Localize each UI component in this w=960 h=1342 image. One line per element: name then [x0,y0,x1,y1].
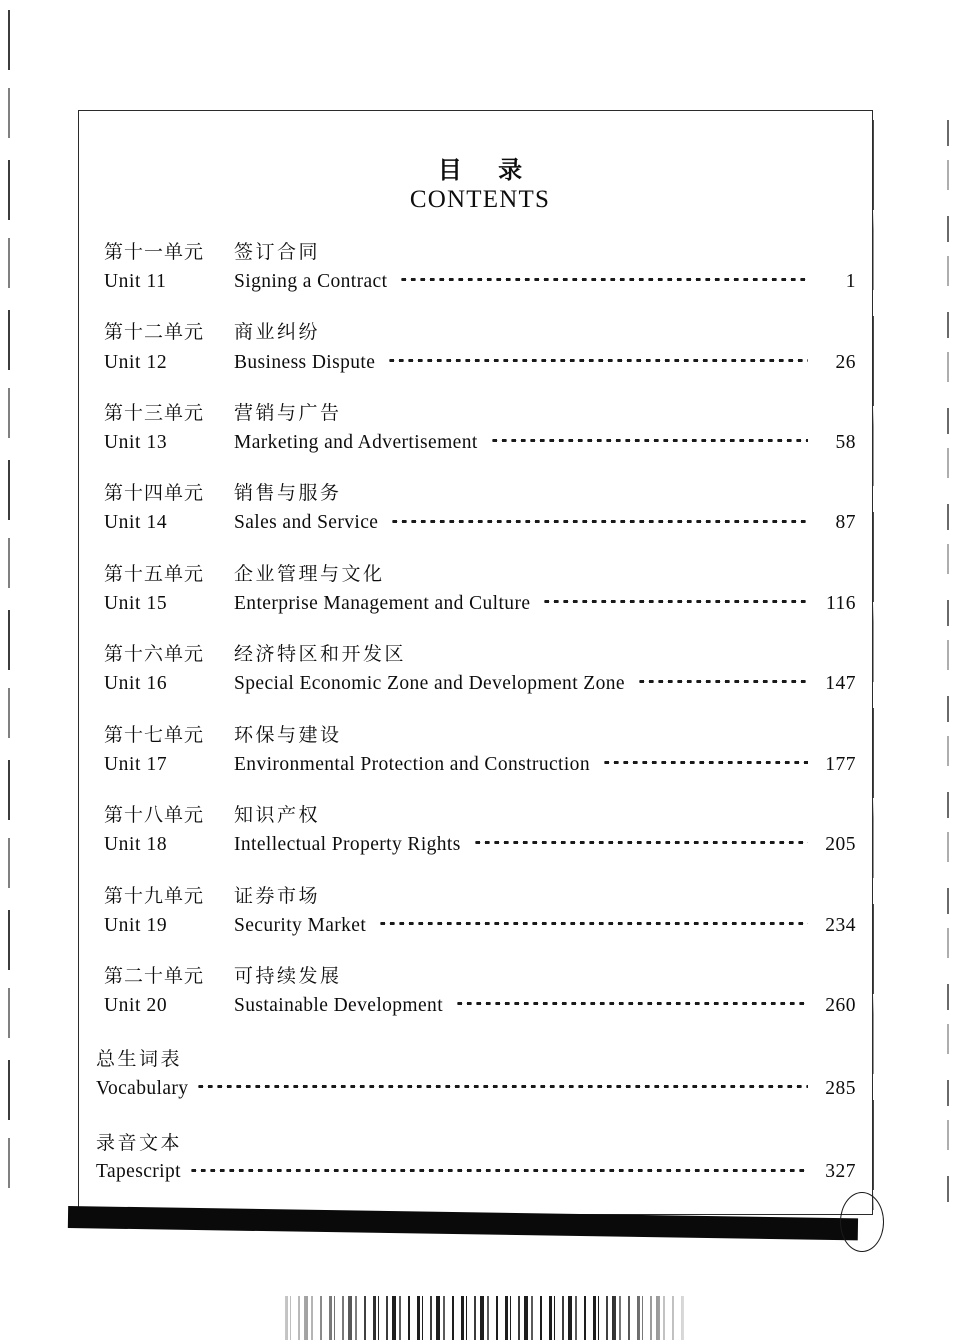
toc-entry-unit-english: Unit 14 [104,512,168,534]
toc-entry-english-row [104,589,856,617]
toc-entry-title-chinese: 知识产权 [234,804,321,827]
table-of-contents-list [96,240,856,1211]
toc-entry-english-row [104,268,856,296]
scan-artifact-barcode [285,1296,685,1340]
toc-entry-english-row [104,348,856,376]
toc-entry[interactable] [104,320,856,375]
toc-entry-title-english: Business Dispute [234,351,376,373]
toc-entry-chinese-row [104,481,856,507]
toc-entry-page-number: 26 [835,351,856,373]
toc-entry-chinese-row [104,401,856,427]
toc-entry-page-number: 234 [825,914,856,936]
toc-entry-title-english: Special Economic Zone and Development Zone [234,673,625,695]
toc-entry-page-number: 58 [835,432,856,454]
toc-entry-unit-english: Unit 12 [104,351,168,373]
toc-entry-english-row [104,429,856,457]
scan-artifact-right-rule [947,120,949,1210]
toc-entry-chinese-row [104,642,856,668]
leader-dots [399,268,808,288]
toc-entry-english-row [104,992,856,1020]
toc-entry-unit-english: Unit 18 [104,834,168,856]
leader-dots [189,1158,808,1178]
toc-entry-title-english: Intellectual Property Rights [234,834,461,856]
toc-entry-unit-english: Unit 15 [104,592,168,614]
toc-entry-title-english: Marketing and Advertisement [234,432,478,454]
toc-entry-chinese-row [104,240,856,266]
toc-entry[interactable] [104,401,856,456]
toc-entry-unit-english: Unit 19 [104,914,168,936]
toc-section-entry[interactable] [96,1128,856,1184]
toc-entry-title-english: Signing a Contract [234,271,388,293]
toc-entry-title-chinese: 商业纠纷 [234,321,321,344]
toc-entry-title-chinese: 经济特区和开发区 [234,643,407,666]
toc-entry-title-english: Environmental Protection and Construction [234,753,590,775]
toc-entry-title-chinese: 签订合同 [234,241,321,263]
toc-entry-unit-english: Unit 17 [104,753,168,775]
toc-section-english-row [96,1158,856,1184]
toc-entry-unit-chinese: 第十五单元 [104,562,205,585]
toc-entry-page-number: 147 [825,673,856,695]
toc-section-title-chinese: 录音文本 [96,1131,183,1154]
toc-entry-chinese-row [104,964,856,990]
toc-entry-unit-chinese: 第十九单元 [104,884,205,907]
toc-entry-title-english: Sustainable Development [234,995,444,1017]
toc-entry-title-english: Enterprise Management and Culture [234,592,531,614]
toc-entry-english-row [104,670,856,698]
toc-entry-unit-chinese: 第十二单元 [104,321,205,344]
toc-entry[interactable] [104,803,856,858]
toc-section-title-english: Tapescript [96,1161,181,1183]
toc-entry-title-english: Security Market [234,914,367,936]
toc-entry[interactable] [104,481,856,536]
toc-entry-english-row [104,509,856,537]
toc-entry-unit-chinese: 第十六单元 [104,643,205,666]
toc-section-page-number: 327 [825,1161,856,1183]
toc-entry-chinese-row [104,320,856,346]
toc-entry-page-number: 87 [835,512,856,534]
toc-section-page-number: 285 [825,1077,856,1099]
toc-entry-unit-chinese: 第十七单元 [104,723,205,746]
leader-dots [473,831,808,851]
toc-entry-title-chinese: 营销与广告 [234,401,342,424]
toc-entry-unit-chinese: 第二十单元 [104,964,205,987]
toc-entry-unit-english: Unit 16 [104,673,168,695]
toc-entry-unit-english: Unit 20 [104,995,168,1017]
toc-entry[interactable] [104,884,856,939]
toc-entry-title-chinese: 销售与服务 [234,482,342,505]
toc-entry-unit-english: Unit 11 [104,271,167,293]
toc-section-english-row [96,1074,856,1100]
page-title-chinese: 目 录 [437,156,537,184]
toc-entry-page-number: 116 [825,592,856,614]
leader-dots [637,670,808,690]
toc-entry[interactable] [104,642,856,697]
toc-entry[interactable] [104,562,856,617]
leader-dots [378,911,808,931]
toc-entry-unit-chinese: 第十四单元 [104,482,205,505]
toc-section-title-english: Vocabulary [96,1077,189,1099]
toc-entry-english-row [104,750,856,778]
toc-entry-unit-english: Unit 13 [104,432,168,454]
toc-section-entry[interactable] [96,1044,856,1100]
toc-entry-chinese-row [104,562,856,588]
leader-dots [542,589,808,609]
leader-dots [390,509,808,529]
toc-entry-unit-chinese: 第十三单元 [104,401,205,424]
page-title-english: CONTENTS [409,186,551,213]
leader-dots [196,1074,808,1094]
leader-dots [490,429,808,449]
toc-entry[interactable] [104,964,856,1019]
toc-section-title-chinese: 总生词表 [96,1048,183,1071]
toc-entry-page-number: 260 [825,995,856,1017]
toc-entry-page-number: 205 [825,834,856,856]
toc-entry-chinese-row [104,723,856,749]
leader-dots [602,750,808,770]
toc-entry-title-english: Sales and Service [234,512,379,534]
scan-artifact-circle-mark [840,1192,884,1252]
toc-entry[interactable] [104,240,856,295]
toc-entry-chinese-row [104,803,856,829]
toc-entry-page-number: 1 [845,271,856,293]
toc-entry-english-row [104,911,856,939]
toc-entry-unit-chinese: 第十八单元 [104,804,205,827]
toc-entry[interactable] [104,723,856,778]
leader-dots [387,348,808,368]
toc-entry-chinese-row [104,884,856,910]
toc-entry-title-chinese: 证券市场 [234,884,321,907]
leader-dots [455,992,808,1012]
toc-entry-unit-chinese: 第十一单元 [104,241,205,263]
toc-entry-title-chinese: 可持续发展 [234,964,342,987]
toc-entry-title-chinese: 环保与建设 [234,723,342,746]
toc-entry-title-chinese: 企业管理与文化 [234,562,385,585]
toc-entry-page-number: 177 [825,753,856,775]
toc-entry-english-row [104,831,856,859]
